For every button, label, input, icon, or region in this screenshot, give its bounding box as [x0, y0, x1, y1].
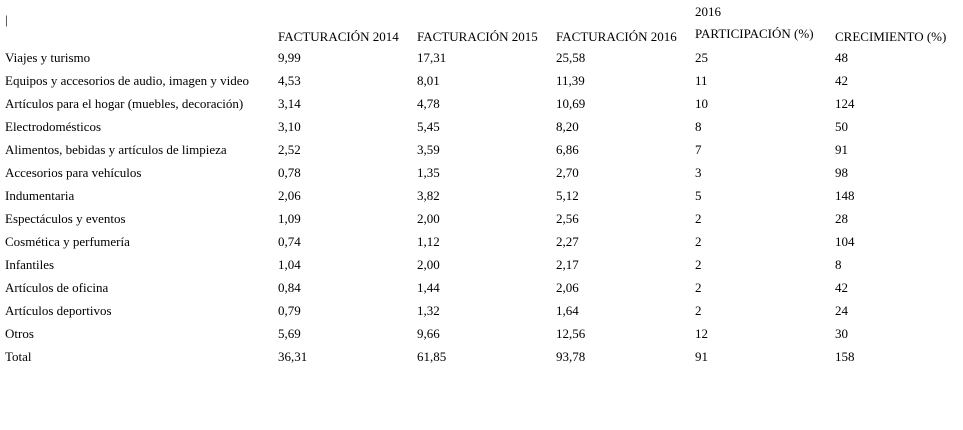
- cell-crecimiento: 91: [835, 141, 848, 157]
- cell-facturacion-2016: 5,12: [556, 187, 579, 203]
- header-facturacion-2014: FACTURACIÓN 2014: [278, 29, 399, 44]
- cell-category: Infantiles: [5, 256, 55, 272]
- cell-facturacion-2014: 36,31: [278, 348, 308, 364]
- cell-participacion: 25: [695, 49, 708, 65]
- cell-facturacion-2015: 61,85: [417, 348, 447, 364]
- cell-crecimiento: 42: [835, 72, 848, 88]
- cell-participacion: 5: [695, 187, 702, 203]
- cell-facturacion-2015: 9,66: [417, 325, 440, 341]
- cell-crecimiento: 28: [835, 210, 848, 226]
- cell-facturacion-2015: 5,45: [417, 118, 440, 134]
- table-header-row: [5, 0, 963, 46]
- cell-facturacion-2016: 2,27: [556, 233, 579, 249]
- cell-participacion: 2: [695, 302, 702, 318]
- cell-facturacion-2014: 5,69: [278, 325, 301, 341]
- cell-participacion: 91: [695, 348, 708, 364]
- table-body: [5, 46, 963, 368]
- cell-category: Total: [5, 348, 32, 364]
- cell-category: Electrodomésticos: [5, 118, 102, 134]
- table-row: [5, 230, 963, 253]
- cell-participacion: 10: [695, 95, 708, 111]
- cell-category: Artículos de oficina: [5, 279, 109, 295]
- cell-category: Equipos y accesorios de audio, imagen y video: [5, 72, 250, 88]
- cell-facturacion-2014: 0,79: [278, 302, 301, 318]
- cell-category: Artículos deportivos: [5, 302, 112, 318]
- cell-facturacion-2016: 2,06: [556, 279, 579, 295]
- cell-facturacion-2015: 2,00: [417, 210, 440, 226]
- cell-participacion: 7: [695, 141, 702, 157]
- cell-facturacion-2016: 2,17: [556, 256, 579, 272]
- header-crecimiento: CRECIMIENTO (%): [835, 29, 947, 44]
- table-row: [5, 322, 963, 345]
- cell-crecimiento: 30: [835, 325, 848, 341]
- cell-facturacion-2015: 1,35: [417, 164, 440, 180]
- cell-facturacion-2014: 3,10: [278, 118, 301, 134]
- cell-crecimiento: 104: [835, 233, 855, 249]
- cell-category: Accesorios para vehículos: [5, 164, 142, 180]
- table-row: [5, 69, 963, 92]
- cell-facturacion-2014: 9,99: [278, 49, 301, 65]
- cell-crecimiento: 98: [835, 164, 848, 180]
- cell-facturacion-2015: 2,00: [417, 256, 440, 272]
- cell-facturacion-2016: 10,69: [556, 95, 586, 111]
- table-row: [5, 299, 963, 322]
- cell-facturacion-2014: 0,74: [278, 233, 301, 249]
- cell-facturacion-2015: 8,01: [417, 72, 440, 88]
- cell-category: Viajes y turismo: [5, 49, 91, 65]
- header-facturacion-2016: FACTURACIÓN 2016: [556, 29, 677, 44]
- cell-facturacion-2016: 2,56: [556, 210, 579, 226]
- cell-facturacion-2015: 1,44: [417, 279, 440, 295]
- cell-facturacion-2015: 1,32: [417, 302, 440, 318]
- cell-facturacion-2016: 25,58: [556, 49, 586, 65]
- cell-category: Artículos para el hogar (muebles, decoración): [5, 95, 244, 111]
- cell-participacion: 8: [695, 118, 702, 134]
- table-row: [5, 161, 963, 184]
- table-row: [5, 207, 963, 230]
- cell-facturacion-2016: 6,86: [556, 141, 579, 157]
- cell-facturacion-2014: 4,53: [278, 72, 301, 88]
- table-row: [5, 92, 963, 115]
- cell-facturacion-2014: 1,04: [278, 256, 301, 272]
- cell-participacion: 2: [695, 233, 702, 249]
- cell-facturacion-2014: 2,52: [278, 141, 301, 157]
- cell-participacion: 11: [695, 72, 708, 88]
- header-facturacion-2015: FACTURACIÓN 2015: [417, 29, 538, 44]
- table-row: [5, 115, 963, 138]
- table-row: [5, 138, 963, 161]
- cell-participacion: 3: [695, 164, 702, 180]
- cell-crecimiento: 8: [835, 256, 842, 272]
- cell-crecimiento: 24: [835, 302, 848, 318]
- table-row: [5, 345, 963, 368]
- cell-facturacion-2014: 0,84: [278, 279, 301, 295]
- cell-participacion: 2: [695, 210, 702, 226]
- cell-crecimiento: 48: [835, 49, 848, 65]
- cell-facturacion-2015: 1,12: [417, 233, 440, 249]
- cell-facturacion-2016: 93,78: [556, 348, 586, 364]
- sales-table: [5, 0, 963, 368]
- cell-facturacion-2014: 0,78: [278, 164, 301, 180]
- cell-participacion: 2: [695, 256, 702, 272]
- cell-participacion: 2: [695, 279, 702, 295]
- table-row: [5, 253, 963, 276]
- header-participacion-year: 2016: [695, 4, 721, 19]
- cell-crecimiento: 42: [835, 279, 848, 295]
- header-corner-mark: |: [5, 12, 8, 27]
- cell-crecimiento: 148: [835, 187, 855, 203]
- table-row: [5, 46, 963, 69]
- cell-facturacion-2016: 8,20: [556, 118, 579, 134]
- cell-facturacion-2015: 3,59: [417, 141, 440, 157]
- cell-category: Indumentaria: [5, 187, 75, 203]
- header-participacion-label: PARTICIPACIÓN (%): [695, 26, 814, 41]
- cell-category: Otros: [5, 325, 34, 341]
- cell-facturacion-2015: 17,31: [417, 49, 447, 65]
- cell-category: Espectáculos y eventos: [5, 210, 126, 226]
- cell-facturacion-2015: 4,78: [417, 95, 440, 111]
- cell-facturacion-2016: 11,39: [556, 72, 585, 88]
- cell-participacion: 12: [695, 325, 708, 341]
- cell-crecimiento: 124: [835, 95, 855, 111]
- cell-category: Cosmética y perfumería: [5, 233, 130, 249]
- cell-crecimiento: 158: [835, 348, 855, 364]
- table-row: [5, 184, 963, 207]
- cell-category: Alimentos, bebidas y artículos de limpieza: [5, 141, 227, 157]
- cell-crecimiento: 50: [835, 118, 848, 134]
- cell-facturacion-2014: 3,14: [278, 95, 301, 111]
- cell-facturacion-2014: 1,09: [278, 210, 301, 226]
- header-participacion: [695, 1, 835, 45]
- cell-facturacion-2016: 12,56: [556, 325, 586, 341]
- cell-facturacion-2016: 1,64: [556, 302, 579, 318]
- cell-facturacion-2016: 2,70: [556, 164, 579, 180]
- cell-facturacion-2014: 2,06: [278, 187, 301, 203]
- table-row: [5, 276, 963, 299]
- cell-facturacion-2015: 3,82: [417, 187, 440, 203]
